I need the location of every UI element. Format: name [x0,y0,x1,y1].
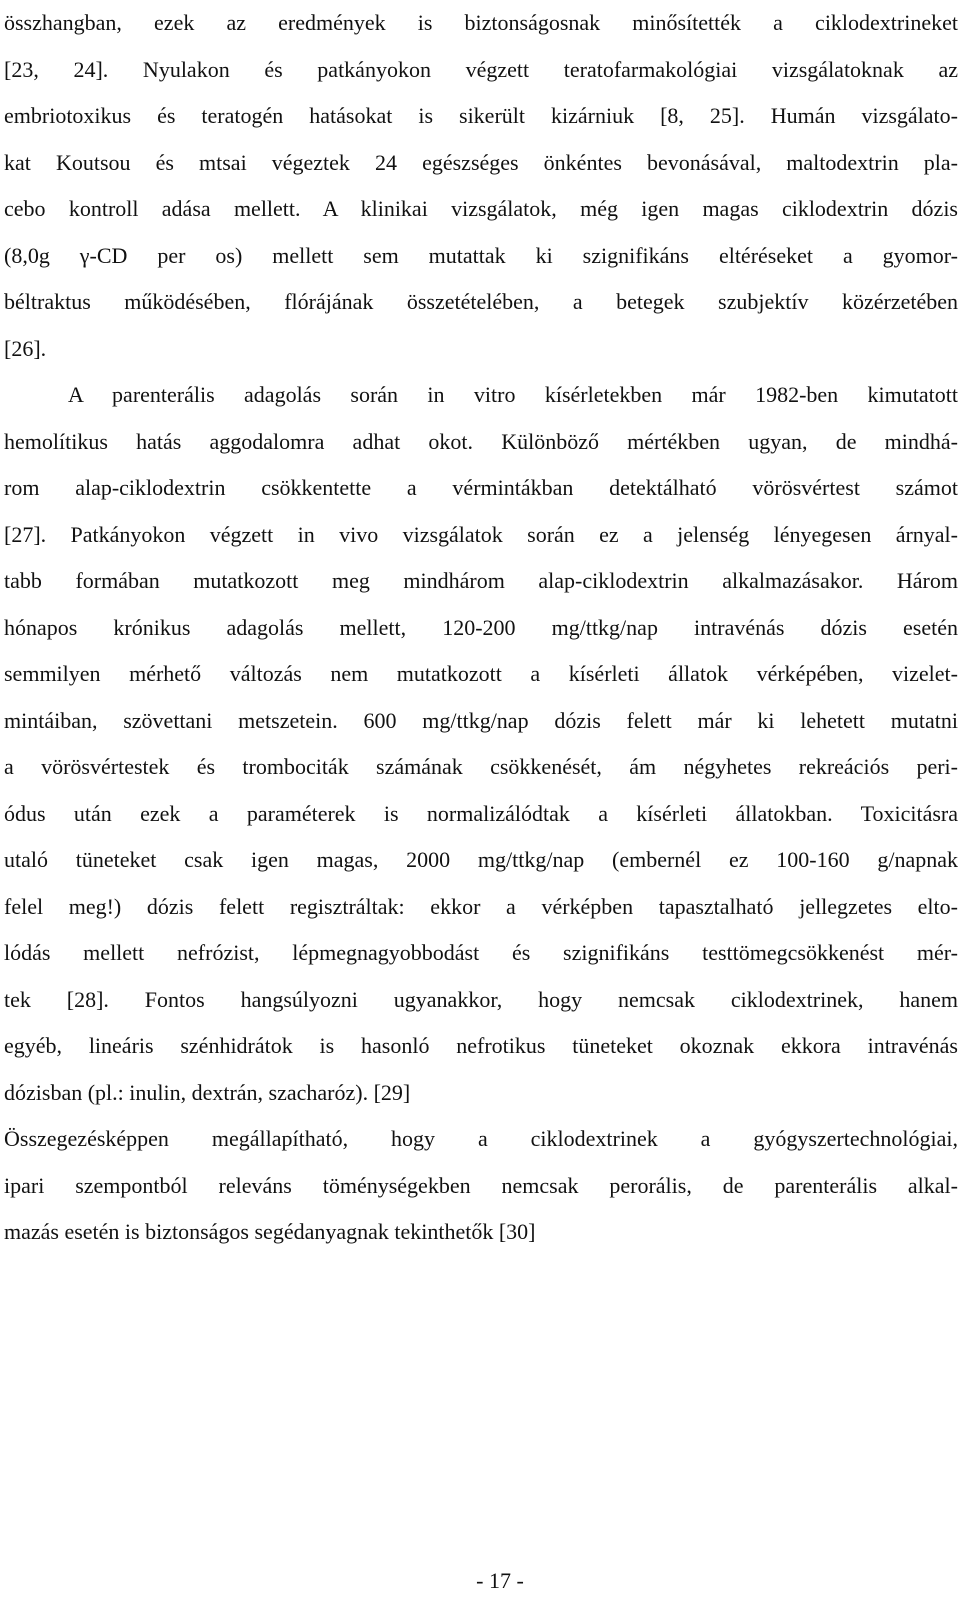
text-line: tek [28]. Fontos hangsúlyozni ugyanakkor, hogy nemcsak ciklodextrinek, hanem [4,986,958,1012]
text-line: [26]. [4,335,47,361]
text-line: mazás esetén is biztonságos segédanyagnak tekinthetők [30] [4,1219,536,1244]
paragraph-first-line: A parenterális adagolás során in vitro kísérletekben már 1982-ben kimutatott [68,382,958,407]
text-line: utaló tüneteket csak igen magas, 2000 mg/ttkg/nap (embernél ez 100-160 g/napnak [4,847,958,872]
page-number: - 17 - [476,1568,524,1593]
text-line: lódás mellett nefrózist, lépmegnagyobbodást és szignifikáns testtömegcsökkenést mér- [4,940,958,965]
text-line: cebo kontroll adása mellett. A klinikai vizsgálatok, még igen magas ciklodextrin dózis [4,196,958,221]
paragraph-first-line: Összegezésképpen megállapítható, hogy a ciklodextrinek a gyógyszertechnológiai, [4,1126,958,1151]
text-line: mintáiban, szövettani metszetein. 600 mg/ttkg/nap dózis felett már ki lehetett mutatni [4,707,958,733]
text-line: dózisban (pl.: inulin, dextrán, szacharóz). [29] [4,1079,411,1105]
body-text [4,0,958,1256]
text-line: tabb formában mutatkozott meg mindhárom alap-ciklodextrin alkalmazásakor. Három [4,568,958,593]
text-line: ipari szempontból releváns töménységekben nemcsak perorális, de parenterális alkal- [4,1172,958,1198]
text-line: ódus után ezek a paraméterek is normalizálódtak a kísérleti állatokban. Toxicitásra [4,800,958,826]
text-line: semmilyen mérhető változás nem mutatkozott a kísérleti állatok vérképében, vizelet- [4,661,958,686]
text-line: kat Koutsou és mtsai végeztek 24 egészséges önkéntes bevonásával, maltodextrin pla- [4,149,958,175]
text-line: rom alap-ciklodextrin csökkentette a vérmintákban detektálható vörösvértest számot [4,475,958,500]
text-line: összhangban, ezek az eredmények is biztonságosnak minősítették a ciklodextrineket [4,10,958,35]
text-line: hemolítikus hatás aggodalomra adhat okot. Különböző mértékben ugyan, de mindhá- [4,428,958,454]
text-line: hónapos krónikus adagolás mellett, 120-200 mg/ttkg/nap intravénás dózis esetén [4,614,958,640]
text-line: (8,0g γ-CD per os) mellett sem mutattak ki szignifikáns eltéréseket a gyomor- [4,242,958,268]
text-line: a vörösvértestek és trombociták számának csökkenését, ám négyhetes rekreációs peri- [4,754,958,779]
text-line: [27]. Patkányokon végzett in vivo vizsgálatok során ez a jelenség lényegesen árnyal- [4,521,958,547]
text-line: embriotoxikus és teratogén hatásokat is sikerült kizárniuk [8, 25]. Humán vizsgálato- [4,103,958,128]
text-line: [23, 24]. Nyulakon és patkányokon végzett teratofarmakológiai vizsgálatoknak az [4,56,958,82]
text-line: egyéb, lineáris szénhidrátok is hasonló nefrotikus tüneteket okoznak ekkora intravénás [4,1033,958,1058]
text-line: felel meg!) dózis felett regisztráltak: ekkor a vérképben tapasztalható jellegzetes elto- [4,893,958,919]
text-line: béltraktus működésében, flórájának összetételében, a betegek szubjektív közérzetében [4,289,958,314]
